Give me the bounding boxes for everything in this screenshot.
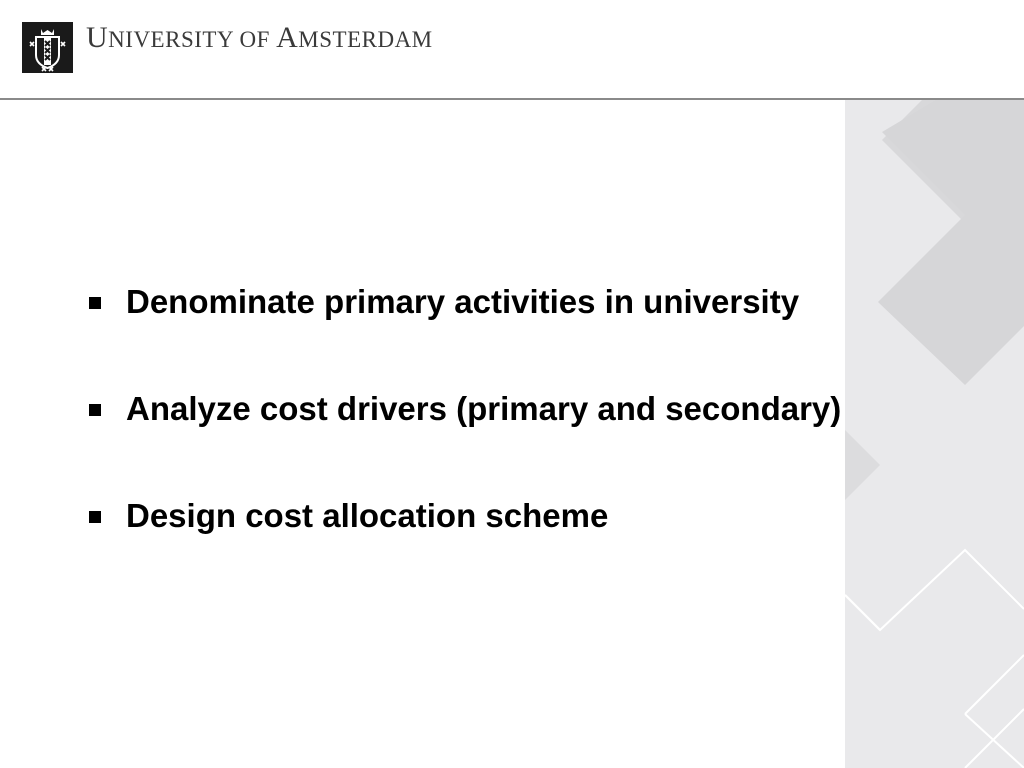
bullet-text: Design cost allocation scheme (126, 497, 609, 534)
university-wordmark (86, 21, 433, 57)
bullet-text: Analyze cost drivers (primary and secondary) (126, 390, 842, 427)
wordmark-niversity: NIVERSITY (108, 27, 234, 52)
wordmark-initial-u: U (86, 21, 109, 54)
wordmark-initial-a: A (276, 21, 299, 54)
list-item (86, 280, 846, 387)
wordmark-msterdam: MSTERDAM (298, 27, 433, 52)
list-item (86, 494, 846, 601)
bullet-list (86, 280, 846, 601)
decorative-diamonds (845, 100, 1024, 768)
square-bullet-icon (89, 297, 101, 309)
uva-crest-icon (22, 22, 73, 73)
decorative-side-panel (845, 100, 1024, 768)
wordmark-of: OF (233, 27, 277, 52)
bullet-text: Denominate primary activities in university (126, 283, 800, 320)
square-bullet-icon (89, 511, 101, 523)
header (0, 0, 1024, 99)
square-bullet-icon (89, 404, 101, 416)
list-item (86, 387, 846, 494)
